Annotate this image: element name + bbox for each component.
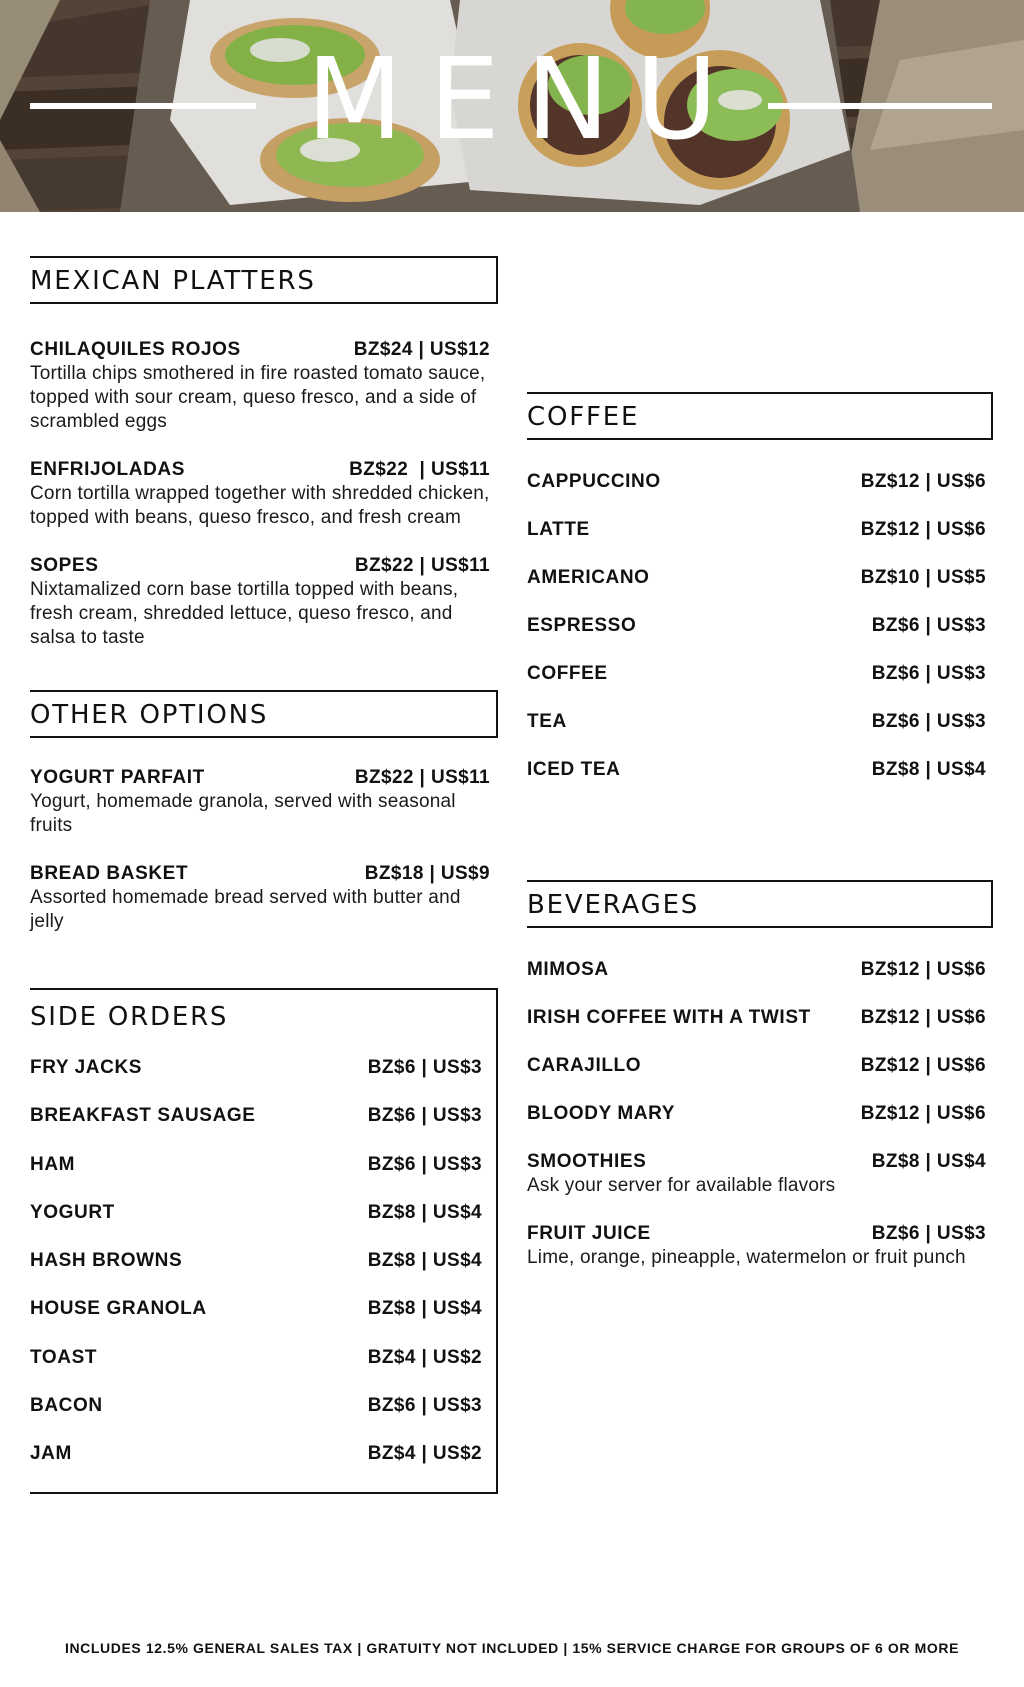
item-price: BZ$8 | US$4 [367, 1250, 482, 1272]
item-price: BZ$6 | US$3 [367, 1057, 482, 1078]
item-name: FRUIT JUICE [527, 1223, 651, 1244]
item-name: LATTE [527, 519, 590, 540]
item-name: SMOOTHIES [527, 1151, 647, 1172]
menu-item [30, 1394, 482, 1442]
item-price: BZ$6 | US$3 [367, 1105, 482, 1127]
menu-item [30, 1297, 482, 1345]
section-title: BEVERAGES [527, 890, 700, 920]
menu-item [30, 1442, 482, 1490]
item-price: BZ$4 | US$2 [367, 1346, 482, 1368]
item-price: BZ$4 | US$2 [367, 1443, 482, 1465]
item-name: BLOODY MARY [527, 1103, 676, 1124]
menu-item [30, 1056, 482, 1104]
item-price: BZ$8 | US$4 [871, 759, 986, 780]
section-header-coffee [527, 392, 993, 440]
item-name: ICED TEA [527, 759, 621, 780]
item-description: Tortilla chips smothered in fire roasted tomato sauce, topped with sour cream, queso fresco, and a side of scrambled eggs [30, 363, 486, 432]
item-name: FRY JACKS [30, 1057, 143, 1078]
section-side-orders [30, 988, 498, 1494]
item-name: SOPES [30, 555, 99, 576]
item-description: Assorted homemade bread served with butter and jelly [30, 887, 461, 932]
item-name: HAM [30, 1153, 76, 1175]
item-price: BZ$12 | US$6 [860, 519, 986, 540]
menu-item [527, 958, 986, 982]
item-price: BZ$8 | US$4 [367, 1298, 482, 1320]
footer-note: INCLUDES 12.5% GENERAL SALES TAX | GRATUITY NOT INCLUDED | 15% SERVICE CHARGE FOR GROUPS OF 6 OR MORE [64, 1640, 960, 1656]
item-description: Corn tortilla wrapped together with shredded chicken, topped with beans, queso fresco, and fresh cream [30, 483, 490, 528]
item-name: BREAKFAST SAUSAGE [30, 1105, 256, 1127]
menu-item [527, 470, 986, 494]
menu-item [527, 1006, 986, 1030]
menu-item [30, 766, 490, 838]
section-title: OTHER OPTIONS [30, 700, 269, 730]
left-column [30, 256, 498, 1494]
menu-item [527, 1054, 986, 1078]
menu-item [527, 566, 986, 590]
item-price: BZ$12 | US$6 [860, 1055, 986, 1076]
item-price: BZ$24 | US$12 [353, 339, 490, 360]
menu-item [30, 1153, 482, 1201]
menu-item [30, 554, 490, 650]
item-name: YOGURT PARFAIT [30, 767, 205, 788]
item-name: MIMOSA [527, 959, 609, 980]
section-title: COFFEE [527, 402, 640, 432]
menu-item [527, 614, 986, 638]
item-name: CARAJILLO [527, 1055, 642, 1076]
side-orders-list [30, 1056, 482, 1491]
item-name: COFFEE [527, 663, 608, 684]
item-name: BREAD BASKET [30, 863, 189, 884]
item-name: BACON [30, 1395, 103, 1417]
hero-banner [0, 0, 1024, 212]
item-name: AMERICANO [527, 567, 650, 588]
item-description: Lime, orange, pineapple, watermelon or fruit punch [527, 1247, 966, 1268]
item-description: Nixtamalized corn base tortilla topped with beans, fresh cream, shredded lettuce, queso fresco, and salsa to taste [30, 579, 459, 648]
item-price: BZ$6 | US$3 [871, 615, 986, 636]
menu-item [30, 1249, 482, 1297]
item-price: BZ$6 | US$3 [871, 1223, 986, 1244]
item-price: BZ$6 | US$3 [871, 711, 986, 732]
item-name: CHILAQUILES ROJOS [30, 339, 241, 360]
item-description: Yogurt, homemade granola, served with seasonal fruits [30, 791, 456, 836]
menu-item [527, 1150, 986, 1198]
section-header-other-options [30, 690, 498, 738]
menu-item [30, 458, 490, 530]
item-price: BZ$22 | US$11 [349, 459, 490, 480]
item-name: TEA [527, 711, 567, 732]
item-name: ENFRIJOLADAS [30, 459, 185, 480]
item-price: BZ$6 | US$3 [367, 1153, 482, 1175]
menu-item [30, 1346, 482, 1394]
item-name: TOAST [30, 1346, 98, 1368]
menu-item [527, 758, 986, 782]
beverages-list [527, 958, 986, 1270]
item-price: BZ$8 | US$4 [871, 1151, 986, 1172]
right-column [527, 392, 993, 1270]
item-price: BZ$12 | US$6 [860, 959, 986, 980]
menu-item [30, 338, 490, 434]
coffee-list [527, 470, 986, 782]
item-price: BZ$8 | US$4 [367, 1201, 482, 1223]
other-options-list [30, 766, 490, 934]
section-title: SIDE ORDERS [30, 1002, 229, 1032]
menu-item [527, 710, 986, 734]
item-price: BZ$6 | US$3 [367, 1395, 482, 1417]
item-name: IRISH COFFEE WITH A TWIST [527, 1007, 811, 1028]
hero-rule-right [768, 103, 992, 109]
item-name: JAM [30, 1443, 72, 1465]
item-price: BZ$10 | US$5 [860, 567, 986, 588]
item-price: BZ$12 | US$6 [860, 471, 986, 492]
item-price: BZ$6 | US$3 [871, 663, 986, 684]
section-title: MEXICAN PLATTERS [30, 266, 316, 296]
section-header-mexican-platters [30, 256, 498, 304]
item-name: ESPRESSO [527, 615, 637, 636]
item-price: BZ$12 | US$6 [860, 1103, 986, 1124]
item-name: HASH BROWNS [30, 1250, 183, 1272]
menu-item [30, 862, 490, 934]
item-price: BZ$22 | US$11 [354, 555, 490, 576]
menu-item [527, 518, 986, 542]
item-description: Ask your server for available flavors [527, 1175, 836, 1196]
menu-item [527, 1102, 986, 1126]
menu-item [527, 662, 986, 686]
menu-item [30, 1104, 482, 1152]
menu-item [527, 1222, 986, 1270]
item-name: CAPPUCCINO [527, 471, 661, 492]
item-price: BZ$12 | US$6 [860, 1007, 986, 1028]
item-name: YOGURT [30, 1201, 115, 1223]
item-name: HOUSE GRANOLA [30, 1298, 207, 1320]
section-header-beverages [527, 880, 993, 928]
item-price: BZ$22 | US$11 [354, 767, 490, 788]
item-price: BZ$18 | US$9 [364, 863, 490, 884]
mexican-platters-list [30, 338, 490, 650]
menu-item [30, 1201, 482, 1249]
menu-title: MENU [306, 35, 744, 165]
